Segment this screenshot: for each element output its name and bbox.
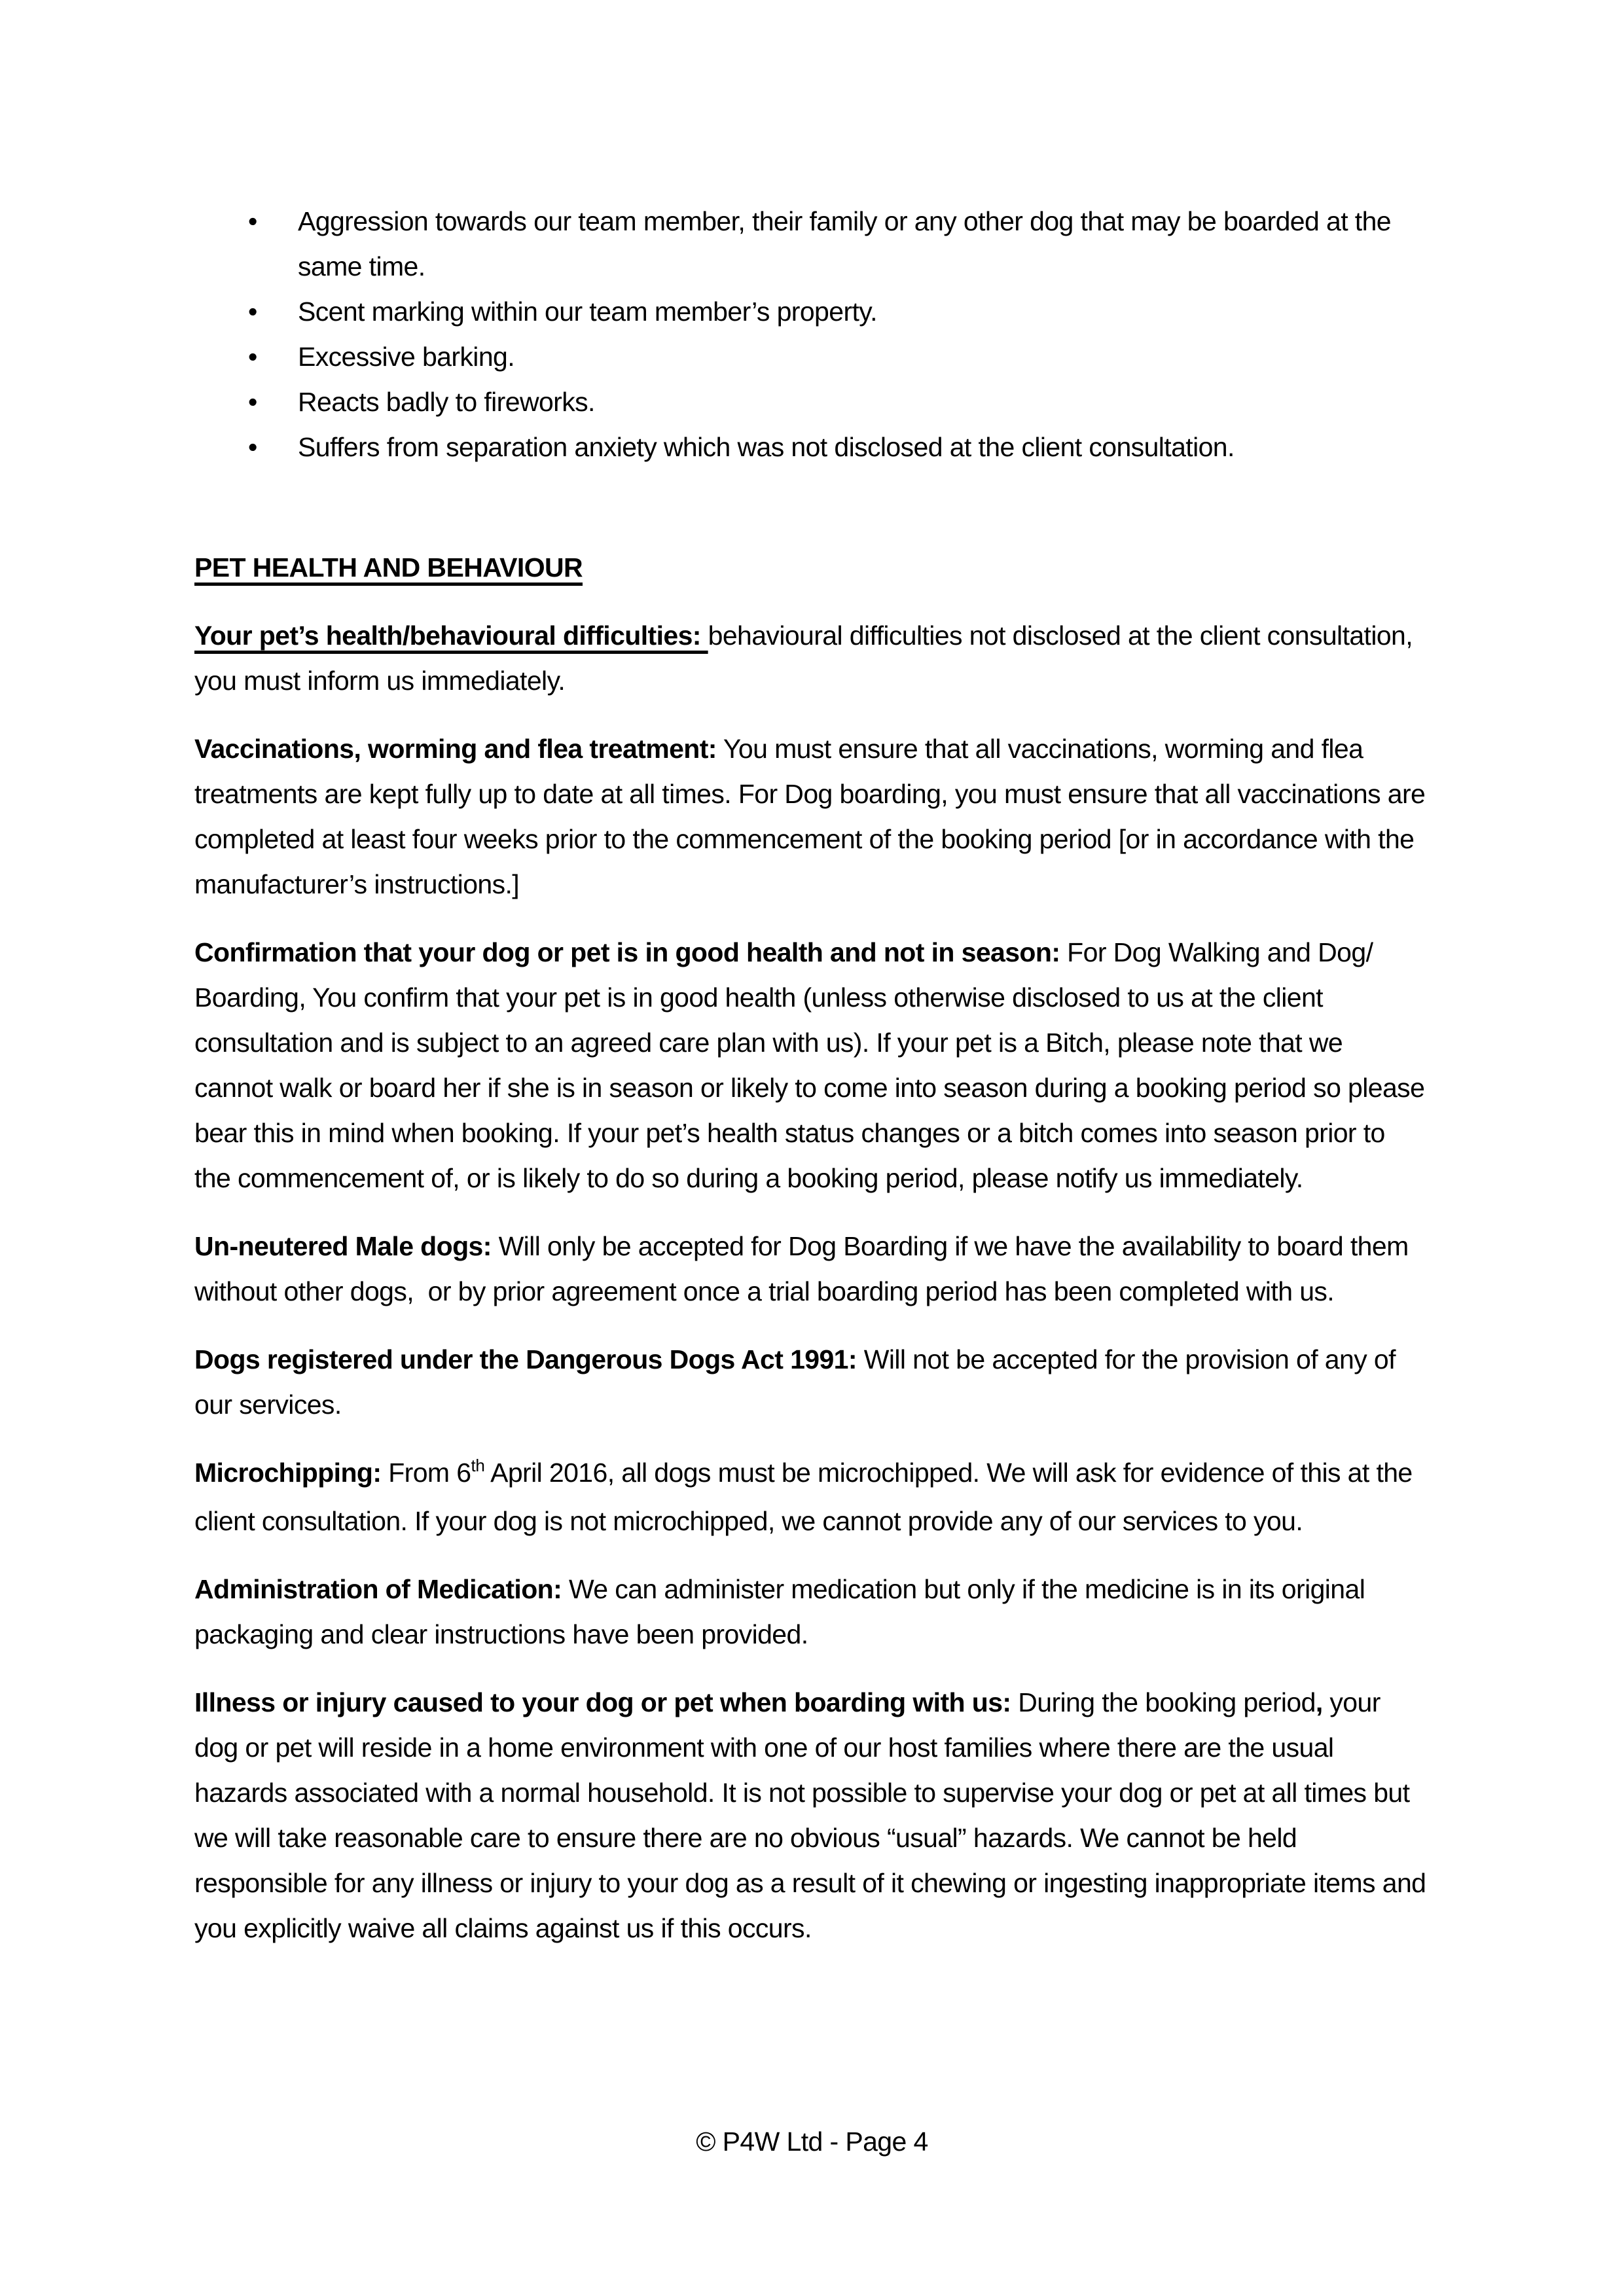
section-heading-pet-health-and-behaviour [194, 545, 1428, 590]
behaviour-issues-list [194, 199, 1428, 470]
para-microchipping [194, 1450, 1428, 1544]
paragraph-text: From 6 [381, 1458, 471, 1488]
para-illness-or-injury-boarding [194, 1680, 1428, 1951]
paragraph-text: During the booking period [1011, 1687, 1316, 1717]
bullet-icon: • [248, 342, 257, 372]
paragraph-text: April 2016, all dogs must be microchipped. We will ask for evidence of this at the client consultation. If your dog is not microchipped, we cannot provide any of our services to you. [194, 1458, 1413, 1536]
paragraph-lead: Administration of Medication: [194, 1574, 562, 1604]
paragraph-text: Suffers from separation anxiety which was not disclosed at the client consultation. [298, 432, 1235, 462]
paragraph-lead: Vaccinations, worming and flea treatment: [194, 734, 717, 764]
document-body [194, 199, 1428, 1974]
paragraph-text: We can administer medication but only if the medicine is in its original packaging and clear instructions have been provided. [194, 1574, 1365, 1649]
footer-text: © P4W Ltd - Page 4 [696, 2126, 928, 2157]
para-administration-of-medication [194, 1567, 1428, 1657]
para-unneutered-male-dogs [194, 1224, 1428, 1314]
paragraph-text: Reacts badly to fireworks. [298, 387, 595, 417]
bullet-icon: • [248, 206, 257, 236]
bullet-item [248, 289, 1428, 334]
paragraph-lead: Confirmation that your dog or pet is in good health and not in season: [194, 937, 1060, 967]
superscript-text: th [471, 1456, 485, 1475]
paragraph-lead: Your pet’s health/behavioural difficulties: [194, 620, 708, 651]
paragraph-text: Will only be accepted for Dog Boarding if we have the availability to board them without other dogs, or by prior agreement once a trial boarding period has been completed with us. [194, 1231, 1409, 1306]
paragraph-text: your dog or pet will reside in a home environment with one of our host families where there are the usual hazards associated with a normal household. It is not possible to supervise your dog or pet at all times but we will take reasonable care to ensure there are no obvious “usual” hazards. We cannot be held responsible for any illness or injury to your dog as a result of it chewing or ingesting inappropriate items and you explicitly waive all claims against us if this occurs. [194, 1687, 1426, 1943]
paragraph-lead: Un-neutered Male dogs: [194, 1231, 492, 1261]
bullet-item [248, 380, 1428, 425]
paragraph-text: You must ensure that all vaccinations, worming and flea treatments are kept fully up to date at all times. For Dog boarding, you must ensure that all vaccinations are completed at least four weeks prior to the commencement of the booking period [or in accordance with the manufacturer’s instructions.] [194, 734, 1426, 899]
bullet-icon: • [248, 296, 257, 327]
paragraph-text: behavioural difficulties not disclosed at the client consultation, you must inform us immediately. [194, 620, 1413, 696]
paragraph-lead: , [1315, 1687, 1323, 1717]
para-vaccinations-worming-flea [194, 726, 1428, 907]
paragraph-text: Aggression towards our team member, their family or any other dog that may be boarded at the same time. [298, 206, 1391, 281]
paragraph-lead: Illness or injury caused to your dog or pet when boarding with us: [194, 1687, 1011, 1717]
bullet-icon: • [248, 432, 257, 462]
para-behavioural-difficulties [194, 613, 1428, 704]
page-footer [0, 2119, 1624, 2164]
paragraph-text: Scent marking within our team member’s property. [298, 296, 877, 327]
bullet-item [248, 425, 1428, 470]
paragraph-text: Will not be accepted for the provision of any of our services. [194, 1344, 1396, 1420]
bullet-icon: • [248, 387, 257, 417]
paragraph-text: Excessive barking. [298, 342, 515, 372]
paragraph-lead: Microchipping: [194, 1458, 382, 1488]
bullet-item [248, 199, 1428, 289]
para-good-health-not-in-season [194, 930, 1428, 1201]
paragraph-lead: Dogs registered under the Dangerous Dogs Act 1991: [194, 1344, 857, 1374]
para-dangerous-dogs-act [194, 1337, 1428, 1427]
paragraph-text: For Dog Walking and Dog/ Boarding, You confirm that your pet is in good health (unless otherwise disclosed to us at the client consultation and is subject to an agreed care plan with us). If your pet is a Bitch, please note that we cannot walk or board her if she is in season or likely to come into season during a booking period so please bear this in mind when booking. If your pet’s health status changes or a bitch comes into season prior to the commencement of, or is likely to do so during a booking period, please notify us immediately. [194, 937, 1425, 1193]
paragraph-lead: PET HEALTH AND BEHAVIOUR [194, 552, 583, 583]
bullet-item [248, 334, 1428, 380]
